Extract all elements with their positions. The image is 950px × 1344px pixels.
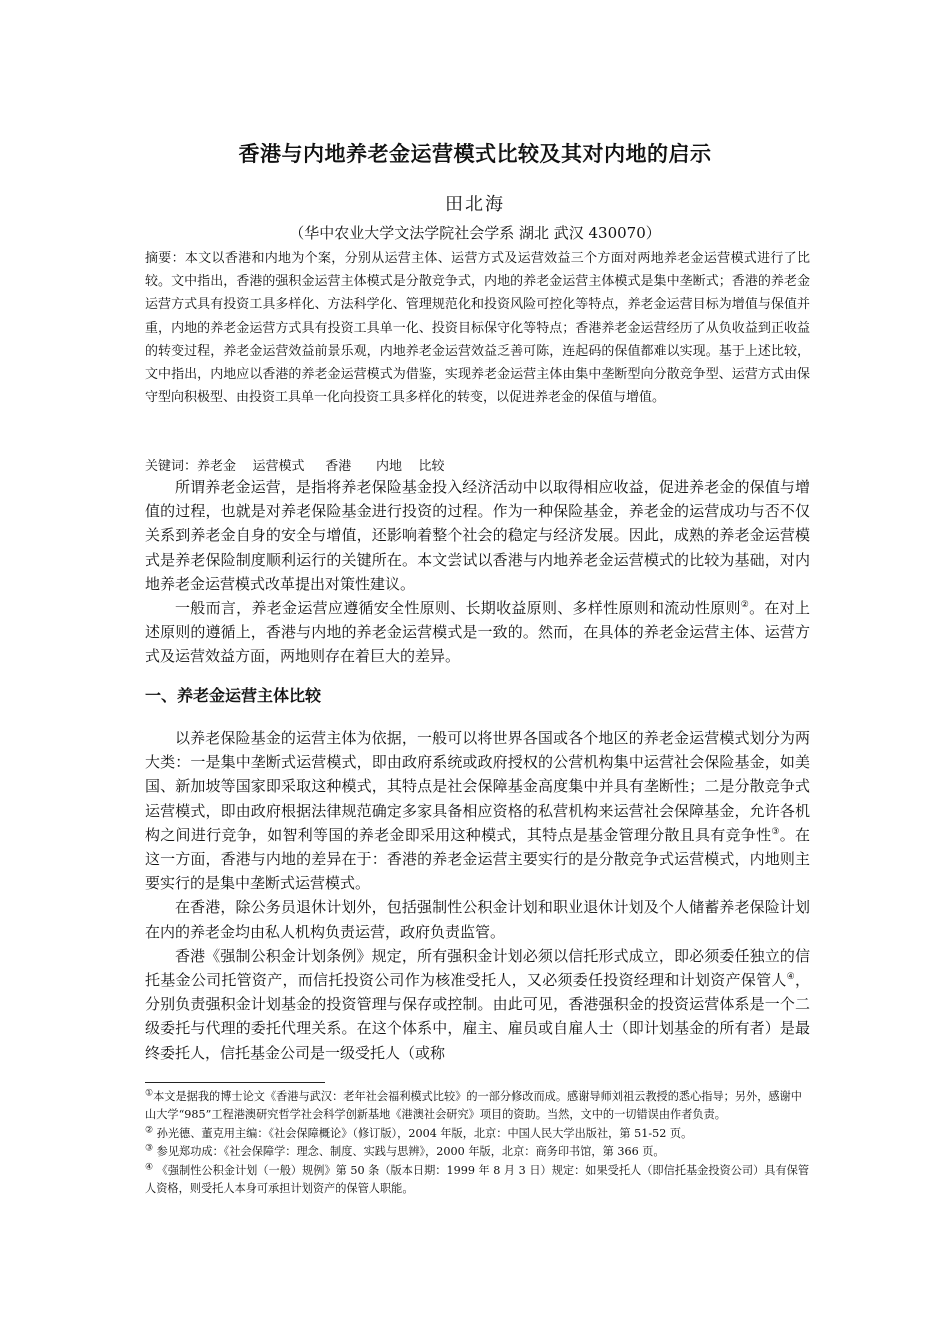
footnote-2: [145, 1125, 810, 1143]
section-1-paragraph-3-text-b: ，分别负责强积金计划基金的投资管理与保存或控制。由此可见，香港强积金的投资运营体系是一个二级委托与代理的委托代理关系。在这个体系中，雇主、雇员或自雇人士（即计划基金的所有者）是最终委托人，信托基金公司是一级受托人（或称: [145, 973, 810, 1062]
keywords: 关键词：养老金 运营模式 香港 内地 比较: [145, 459, 445, 474]
intro-paragraph-1: 所谓养老金运营，是指将养老保险基金投入经济活动中以取得相应收益，促进养老金的保值与增值的过程，也就是对养老保险基金进行投资的过程。作为一种保险基金，养老金的运营成功与否不仅关系到养老金自身的安全与增值，还影响着整个社会的稳定与经济发展。因此，成熟的养老金运营模式是养老保险制度顺利运行的关键所在。本文尝试以香港与内地养老金运营模式的比较为基础，对内地养老金运营模式改革提出对策性建议。: [145, 480, 810, 593]
footnote-ref-3[interactable]: ③: [771, 825, 780, 836]
footnote-3: [145, 1143, 810, 1161]
section-1-paragraph-1: [145, 727, 810, 896]
author-affiliation: （华中农业大学文法学院社会学系 湖北 武汉 430070）: [289, 224, 661, 242]
intro-paragraph-2-text-a: 一般而言，养老金运营应遵循安全性原则、长期收益原则、多样性原则和流动性原则: [175, 601, 741, 618]
footnote-ref-4[interactable]: ④: [786, 971, 795, 982]
section-1-body: [145, 727, 810, 1066]
section-1-paragraph-1-text-b: 。在这一方面，香港与内地的差异在于：香港的养老金运营主要实行的是分散竞争式运营模式，内地则主要实行的是集中垄断式运营模式。: [145, 827, 810, 893]
footnote-ref-2[interactable]: ②: [740, 599, 750, 610]
footnote-3-mark: ③: [145, 1143, 154, 1154]
footnote-2-mark: ②: [145, 1125, 154, 1136]
section-1-heading: 一、养老金运营主体比较: [145, 686, 322, 705]
footnote-1-mark: ①: [145, 1088, 154, 1099]
section-1-paragraph-2: 在香港，除公务员退休计划外，包括强制性公积金计划和职业退休计划及个人储蓄养老保险计划在内的养老金均由私人机构负责运营，政府负责监管。: [145, 900, 810, 941]
paper-title: 香港与内地养老金运营模式比较及其对内地的启示: [238, 142, 712, 166]
section-1-paragraph-3: [145, 945, 810, 1066]
footnotes: [145, 1088, 810, 1198]
section-1-paragraph-3-text-a: 香港《强制公积金计划条例》规定，所有强积金计划必须以信托形式成立，即必须委任独立的信托基金公司托管资产，而信托投资公司作为核准受托人，又必须委任投资经理和计划资产保管人: [145, 948, 810, 990]
intro-paragraph-2-text-b: 。在对上述原则的遵循上，香港与内地的养老金运营模式是一致的。然而，在具体的养老金运营主体、运营方式及运营效益方面，两地则存在着巨大的差异。: [145, 601, 810, 666]
footnote-2-text: 孙光德、董克用主编：《社会保障概论》（修订版），2004 年版，北京：中国人民大学出版社，第 51-52 页。: [153, 1126, 693, 1140]
intro-paragraph-2: [145, 597, 810, 670]
footnote-4-mark: ④: [145, 1161, 154, 1172]
footnote-divider: [145, 1082, 325, 1083]
author-name: 田北海: [445, 194, 505, 215]
footnote-1-text: 本文是据我的博士论文《香港与武汉：老年社会福利模式比较》的一部分修改而成。感谢导师刘祖云教授的悉心指导；另外，感谢中山大学“985”工程港澳研究哲学社会科学创新基地《港澳社会研究》项目的资助。当然，文中的一切错误由作者负责。: [145, 1090, 802, 1122]
section-1-paragraph-1-text-a: 以养老保险基金的运营主体为依据，一般可以将世界各国或各个地区的养老金运营模式划分为两大类：一是集中垄断式运营模式，即由政府系统或政府授权的公营机构集中运营社会保险基金，如美国、新加坡等国家即采取这种模式，其特点是社会保障基金高度集中并具有垄断性；二是分散竞争式运营模式，即由政府根据法律规范确定多家具备相应资格的私营机构来运营社会保障基金，允许各机构之间进行竞争，如智利等国的养老金即采用这种模式，其特点是基金管理分散且具有竞争性: [145, 731, 810, 844]
footnote-4: [145, 1162, 810, 1199]
footnote-4-text: 《强制性公积金计划（一般）规例》第 50 条（版本日期：1999 年 8 月 3 日）规定：如果受托人（即信托基金投资公司）具有保管人资格，则受托人本身可承担计划资产的保管人职能。: [145, 1163, 810, 1196]
footnote-3-text: 参见郑功成：《社会保障学：理念、制度、实践与思辨》，2000 年版，北京：商务印书馆，第 366 页。: [153, 1145, 665, 1159]
footnote-1: [145, 1088, 810, 1125]
abstract: 摘要：本文以香港和内地为个案，分别从运营主体、运营方式及运营效益三个方面对两地养老金运营模式进行了比较。文中指出，香港的强积金运营主体模式是分散竞争式，内地的养老金运营主体模式是集中垄断式；香港的养老金运营方式具有投资工具多样化、方法科学化、管理规范化和投资风险可控化等特点，养老金运营目标为增值与保值并重，内地的养老金运营方式具有投资工具单一化、投资目标保守化等特点；香港养老金运营经历了从负收益到正收益的转变过程，养老金运营效益前景乐观，内地养老金运营效益乏善可陈，连起码的保值都难以实现。基于上述比较，文中指出，内地应以香港的养老金运营模式为借鉴，实现养老金运营主体由集中垄断型向分散竞争型、运营方式由保守型向积极型、由投资工具单一化向投资工具多样化的转变，以促进养老金的保值与增值。: [145, 251, 810, 406]
introduction: [145, 476, 810, 670]
